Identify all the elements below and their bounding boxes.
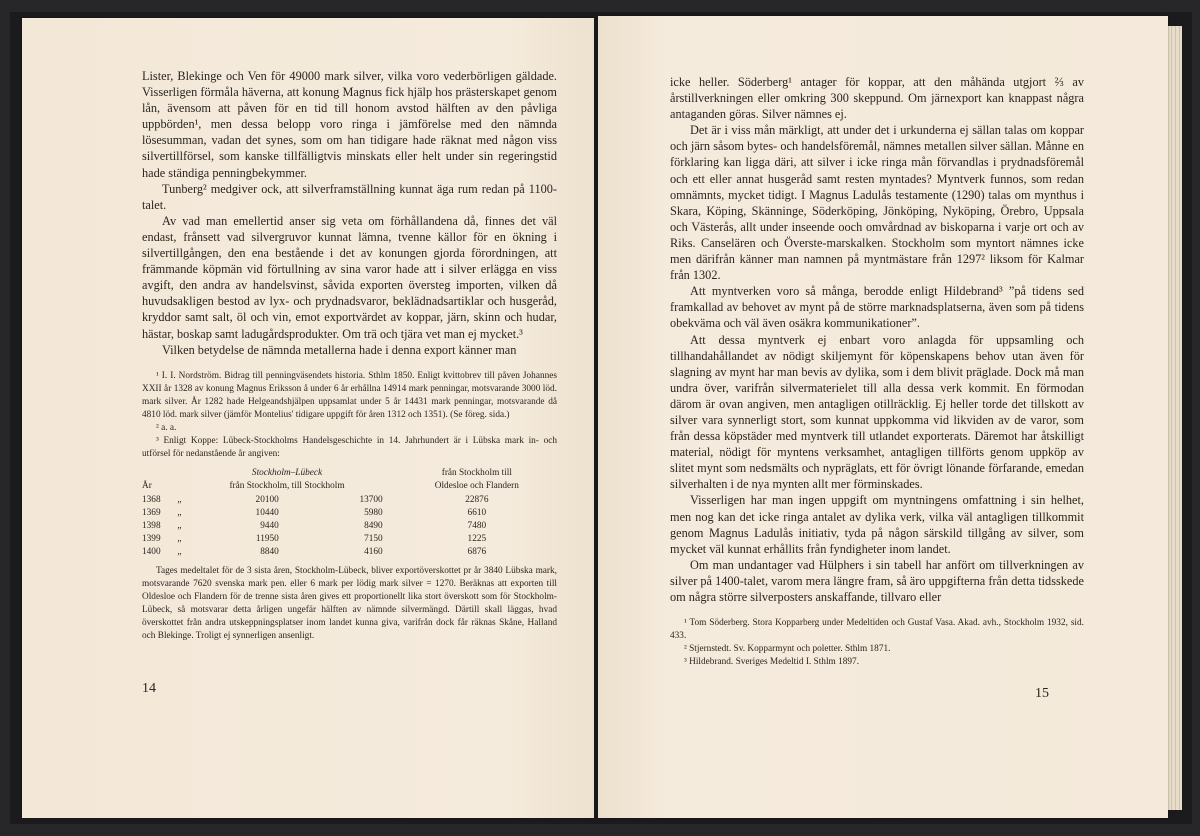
right-text-column (670, 74, 1084, 669)
table-cell-ditto: „ (177, 494, 182, 505)
table-cell-flandern: 7480 (467, 520, 487, 531)
table-cell-from: 9440 (260, 520, 279, 531)
right-page (598, 16, 1168, 818)
table-cell-to: 8490 (364, 520, 383, 531)
export-table (142, 467, 557, 559)
left-text-column (142, 68, 557, 644)
table-cell-year: 1400 (142, 546, 161, 557)
right-footnotes (670, 617, 1084, 669)
right-body-text (670, 74, 1084, 605)
right-paragraph-1: icke heller. Söderberg¹ antager för koppar, att den måhända utgjort ⅔ av årstillverkningen eller omkring 300 skeppund. Om järnexport kan knappast några antaganden göras. Silver nämnes ej. (670, 75, 1084, 122)
table-cell-flandern: 6876 (467, 546, 487, 557)
right-paragraph-4: Att dessa myntverk ej enbart voro anlagda för uppsamling och tillhandahållandet av nödigt skiljemynt för köpenskapens behov utan även för slagning av mynt har man bevis av dylika, som i dem blivit präglade. Dock må man undra över, varifrån silvermaterielet till alla dessa verk kommit. En förmodan därom är ovan angiven, men antagligen otillräcklig. Ej heller torde det tillskott av silver vara synnerligt stort, som kunnat uppkomma vid likviden av de varor, som från dessa köpstäder med myntverk till utlandet exporterats. Däremot har åtskilligt material, nödigt för myntens verksamhet, antagligen tillförts genom uppköp av slitet mynt som nedsmälts och nypräglats, ett för övrigt lönande förfarande, emedan silverhalten i de nya mynten allt mer förminskades. (670, 332, 1084, 492)
right-footnote-1: ¹ Tom Söderberg. Stora Kopparberg under Medeltiden och Gustaf Vasa. Akad. avh., Stockholm 1932, sid. 433. (670, 618, 1084, 642)
table-row (142, 494, 557, 507)
table-cell-flandern: 1225 (467, 533, 487, 544)
left-footnote-3: ³ Enligt Koppe: Lübeck-Stockholms Handelsgeschichte in 14. Jahrhundert är i Lübska mark in- och utförsel för nedanstående år angiven: (142, 436, 557, 460)
left-paragraph-2: Tunberg² medgiver ock, att silverframställning kunnat äga rum redan på 1100-talet. (142, 181, 557, 212)
table-header-flandern: Oldesloe och Flandern (434, 481, 519, 492)
table-group-right: från Stockholm till (441, 468, 512, 479)
table-cell-ditto: „ (177, 507, 182, 518)
table-cell-from: 8840 (260, 546, 279, 557)
page-number-right: 15 (1035, 686, 1049, 701)
right-footnote-3: ³ Hildebrand. Sveriges Medeltid I. Sthlm 1897. (684, 657, 860, 668)
right-paragraph-3: Att myntverken voro så många, berodde enligt Hildebrand³ ”på tidens sed framkallad av behovet av mynt på de större marknadsplatserna, även som på tidens obekväma och väl även osäkra kommunikationer”. (670, 284, 1084, 331)
right-paragraph-5: Visserligen har man ingen uppgift om myntningens omfattning i sin helhet, men nog kan det icke ringa antalet av dylika verk, vilka väl antagligen tillkommit genom Magnus Ladulås initiativ, tyda på någon särskild tillgång av silver, som mycket väl kunnat erhållits från fyndigheter inom landet. (670, 493, 1084, 556)
left-paragraph-1: Lister, Blekinge och Ven för 49000 mark silver, vilka voro vederbörligen gäldade. Visserligen förmåla häverna, att konung Magnus fick hjälp hos prästerskapet genom lån, ävensom att påven för en tid till honom avstod hälften av den påvliga uppbörden¹, men dessa belopp voro ringa i jämförelse med den nämnda lösesumman, vadan det synes, som om han tidigare hade räknat med någon viss silvertillförsel, som kanske tillfälligtvis minskats eller helt under sin regeringstid hade ständiga penningbekymmer. (142, 69, 557, 180)
table-cell-from: 10440 (255, 507, 279, 518)
left-page (22, 18, 594, 818)
page-number-left: 14 (142, 681, 156, 696)
table-row (142, 533, 557, 546)
table-row (142, 520, 557, 533)
table-cell-ditto: „ (177, 533, 182, 544)
left-body-text (142, 68, 557, 358)
left-footnote-1: ¹ I. I. Nordström. Bidrag till penningväsendets historia. Sthlm 1850. Enligt kvittobrev till påven Johannes XXII år 1328 av konung Magnus Eriksson å under 6 år erhållna 14914 mark penningar, motsvarande 3000 löd. mark silver. År 1282 hade Helgeandshjälpen uppsamlat under 5 år 14431 mark penningar, motsvarande då 4810 löd. mark silver (jämför Montelius' tidigare uppgift för åren 1312 och 1351). (Se föreg. sida.) (142, 370, 557, 420)
table-cell-from: 11950 (255, 533, 279, 544)
table-cell-ditto: „ (177, 546, 182, 557)
right-paragraph-6: Om man undantager vad Hülphers i sin tabell har anfört om tillverkningen av silver på 1400-talet, varom mera längre fram, så äro uppgifterna från detta tidsskede om några större silverposters anskaffande, tillvaro eller (670, 557, 1084, 604)
right-footnote-2: ² Stjernstedt. Sv. Kopparmynt och poletter. Sthlm 1871. (684, 644, 891, 655)
table-group-left: Stockholm–Lübeck (251, 468, 323, 479)
table-cell-flandern: 22876 (465, 494, 489, 505)
table-cell-ditto: „ (177, 520, 182, 531)
table-cell-to: 4160 (364, 546, 383, 557)
table-cell-to: 13700 (359, 494, 383, 505)
left-footnote-2: ² a. a. (156, 423, 177, 434)
table-cell-year: 1369 (142, 507, 161, 518)
table-cell-to: 5980 (364, 507, 383, 518)
table-cell-year: 1399 (142, 533, 161, 544)
left-paragraph-3: Av vad man emellertid anser sig veta om förhållandena då, finnes det väl endast, frånsett vad silvergruvor kunnat lämna, tvenne källor för en ökning i silvertillgången, den ena bestående i det av konungen gjorda förordningen, att främmande köpmän vid förtullning av sina varor hade att i silver erlägga en viss avgift, den andra av handelsvinst, såvida exporten översteg importen, vilken då huvudsakligen bestod av lyx- och prydnadsvaror, beklädnadsartiklar och husgeråd, kryddor samt salt, öl och vin, emot exportvärdet av koppar, järn, skinn och hudar, hästar, boskap samt ladugårdsprodukter. Om trä och tjära vet man ej mycket.³ (142, 213, 557, 341)
table-cell-to: 7150 (364, 533, 383, 544)
table-cell-flandern: 6610 (467, 507, 487, 518)
table-cell-year: 1368 (142, 494, 161, 505)
right-paragraph-2: Det är i viss mån märkligt, att under det i urkunderna ej sällan talas om koppar och järn såsom bytes- och handelsföremål, nämnes metallen silver sällan. Månne en förklaring kan ligga däri, att silver i icke ringa mån förvandlas i prydnadsföremål och ett eller annat husgeråd samt resten myntades? Myntverk funnos, som redan omnämnts, mycket tidigt. I Magnus Ladulås testamente (1290) talas om mynthus i Skara, Köping, Skänninge, Söderköping, Jönköping, Nyköping, Örebro, Uppsala och Västerås, allt under inseende ooch omvårdnad av biskoparna i varje ort och av Riks. Canselären och Överste-marskalken. Stockholm som myntort nämnes icke men därifrån känner man namnen på myntmästare från 1297² liksom för Kalmar från 1302. (670, 123, 1084, 283)
left-footnote-after-table: Tages medeltalet för de 3 sista åren, Stockholm-Lübeck, bliver exportöverskottet pr år 3840 Lübska mark, motsvarande 7620 svenska mark pen. eller 6 mark per lödig mark silver = 1270. Beräknas att exporten till Oldesloe och Flandern för de trenne sista åren gives ett proportionellt lika stort överskott som för Stockholm-Lübeck, så motsvarar detta årligen ungefär hälften av nämnde silvermängd. Därtill skall läggas, hvad överskottet från andra utskeppningsplatser inom landet kunna giva, varifrån dock får räknas Skåne, Halland och Blekinge. Troligt ej synnerligen ansenligt. (142, 566, 557, 642)
left-paragraph-4: Vilken betydelse de nämnda metallerna hade i denna export känner man (162, 342, 517, 357)
table-row (142, 546, 557, 559)
table-header-stockholm: från Stockholm, till Stockholm (229, 481, 345, 492)
table-header-year: År (142, 481, 152, 492)
table-cell-year: 1398 (142, 520, 161, 531)
table-cell-from: 20100 (255, 494, 279, 505)
left-footnotes (142, 370, 557, 644)
table-row (142, 507, 557, 520)
